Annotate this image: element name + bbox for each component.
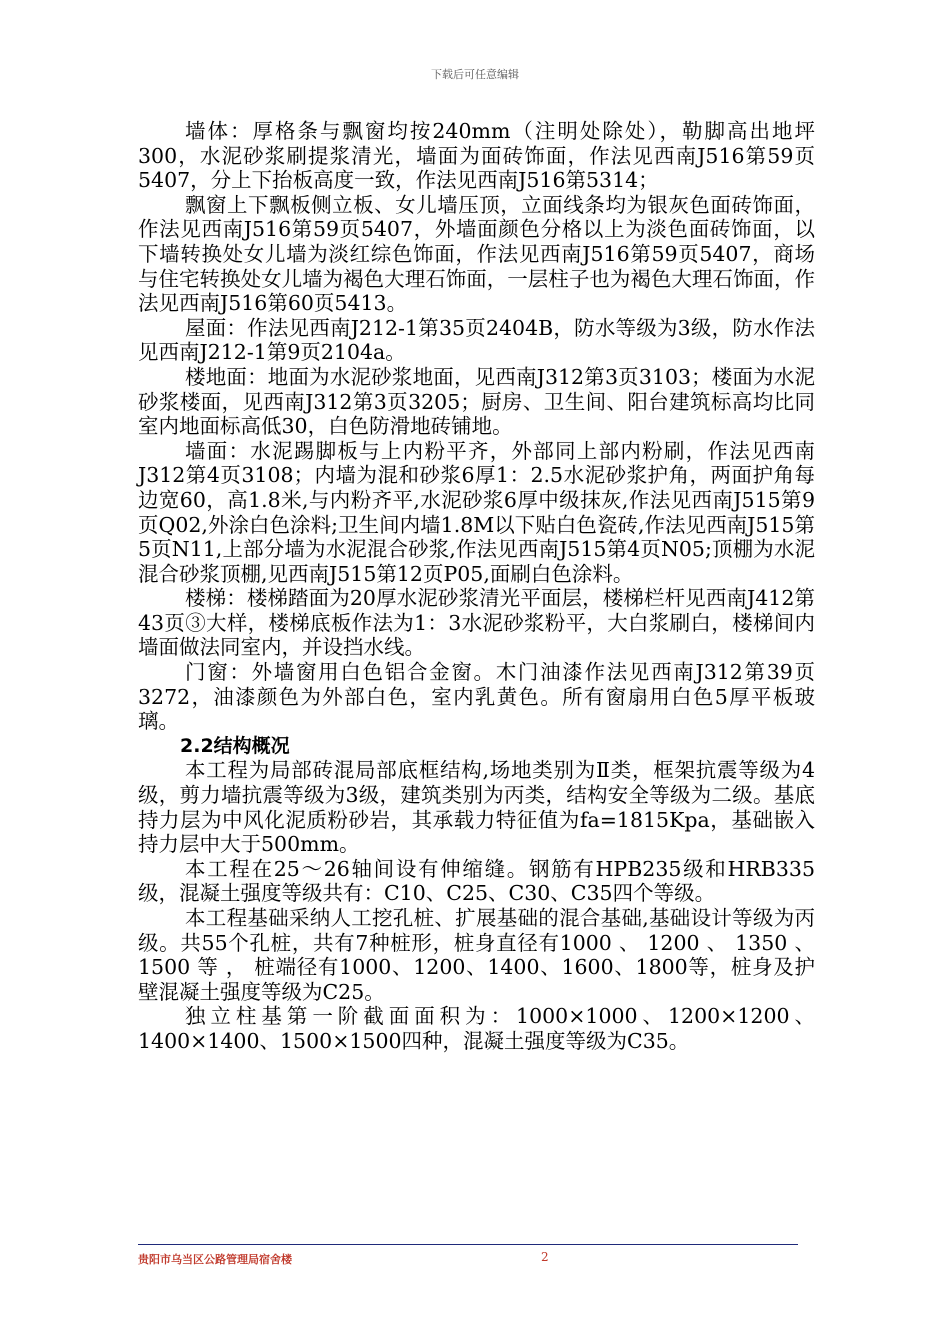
document-body: [138, 119, 815, 1054]
footer-project-name: 贵阳市乌当区公路管理局宿舍楼: [138, 1253, 292, 1266]
page-header: 下载后可任意编辑: [431, 68, 519, 81]
paragraph-doors-windows: 门窗：外墙窗用白色铝合金窗。木门油漆作法见西南J312第39页3272，油漆颜色为外部白色，室内乳黄色。所有窗扇用白色5厚平板玻璃。: [138, 660, 815, 734]
footer-divider: [138, 1244, 798, 1245]
section-heading: 2.2结构概况: [180, 734, 290, 757]
paragraph-foundation: 本工程基础采纳人工挖孔桩、扩展基础的混合基础,基础设计等级为丙级。共55个孔桩，共有7种桩形，桩身直径有1000 、 1200 、 1350 、 1500 等 ， 桩端径有1000、1200、1400、1600、1800等，桩身及护壁混凝土强度等级为C25。: [138, 906, 815, 1004]
paragraph-bay-window: 飘窗上下飘板侧立板、女儿墙压顶，立面线条均为银灰色面砖饰面，作法见西南J516第59页5407，外墙面颜色分格以上为淡色面砖饰面，以下墙转换处女儿墙为淡红综色饰面，作法见西南J516第59页5407，商场与住宅转换处女儿墙为褐色大理石饰面，一层柱子也为褐色大理石饰面，作法见西南J516第60页5413。: [138, 192, 815, 316]
paragraph-expansion-joint: 本工程在25～26轴间设有伸缩缝。钢筋有HPB235级和HRB335级，混凝土强度等级共有：C10、C25、C30、C35四个等级。: [138, 856, 815, 906]
paragraph-structure: 本工程为局部砖混局部底框结构,场地类别为Ⅱ类，框架抗震等级为4级，剪力墙抗震等级为3级，建筑类别为丙类，结构安全等级为二级。基底持力层为中风化泥质粉砂岩，其承载力特征值为fa=1815Kpa，基础嵌入持力层中大于500mm。: [138, 758, 815, 857]
paragraph-wall: 墙体：厚格条与飘窗均按240mm（注明处除处），勒脚高出地坪300，水泥砂浆刷提浆清光，墙面为面砖饰面，作法见西南J516第59页5407，分上下抬板高度一致，作法见西南J516第5314；: [138, 119, 815, 193]
paragraph-column-footing: 独立柱基第一阶截面面积为：1000×1000、1200×1200、1400×1400、1500×1500四种，混凝土强度等级为C35。: [138, 1004, 815, 1053]
paragraph-stairs: 楼梯：楼梯踏面为20厚水泥砂浆清光平面层，楼梯栏杆见西南J412第43页③大样，楼梯底板作法为1：3水泥砂浆粉平，大白浆刷白，楼梯间内墙面做法同室内，并设挡水线。: [138, 586, 815, 660]
paragraph-wall-finish: 墙面：水泥踢脚板与上内粉平齐，外部同上部内粉刷，作法见西南J312第4页3108；内墙为混和砂浆6厚1：2.5水泥砂浆护角，两面护角每边宽60，高1.8米,与内粉齐平,水泥砂浆6厚中级抹灰,作法见西南J515第9页Q02,外涂白色涂料;卫生间内墙1.8M以下贴白色瓷砖,作法见西南J515第5页N11,上部分墙为水泥混合砂浆,作法见西南J515第4页N05;顶棚为水泥混合砂浆顶棚,见西南J515第12页P05,面刷白色涂料。: [138, 438, 815, 586]
page-number: 2: [541, 1250, 549, 1264]
paragraph-floor: 楼地面：地面为水泥砂浆地面，见西南J312第3页3103；楼面为水泥砂浆楼面，见西南J312第3页3205；厨房、卫生间、阳台建筑标高均比同室内地面标高低30，白色防滑地砖铺地。: [138, 364, 815, 439]
paragraph-roof: 屋面：作法见西南J212-1第35页2404B，防水等级为3级，防水作法见西南J212-1第9页2104a。: [138, 315, 815, 365]
